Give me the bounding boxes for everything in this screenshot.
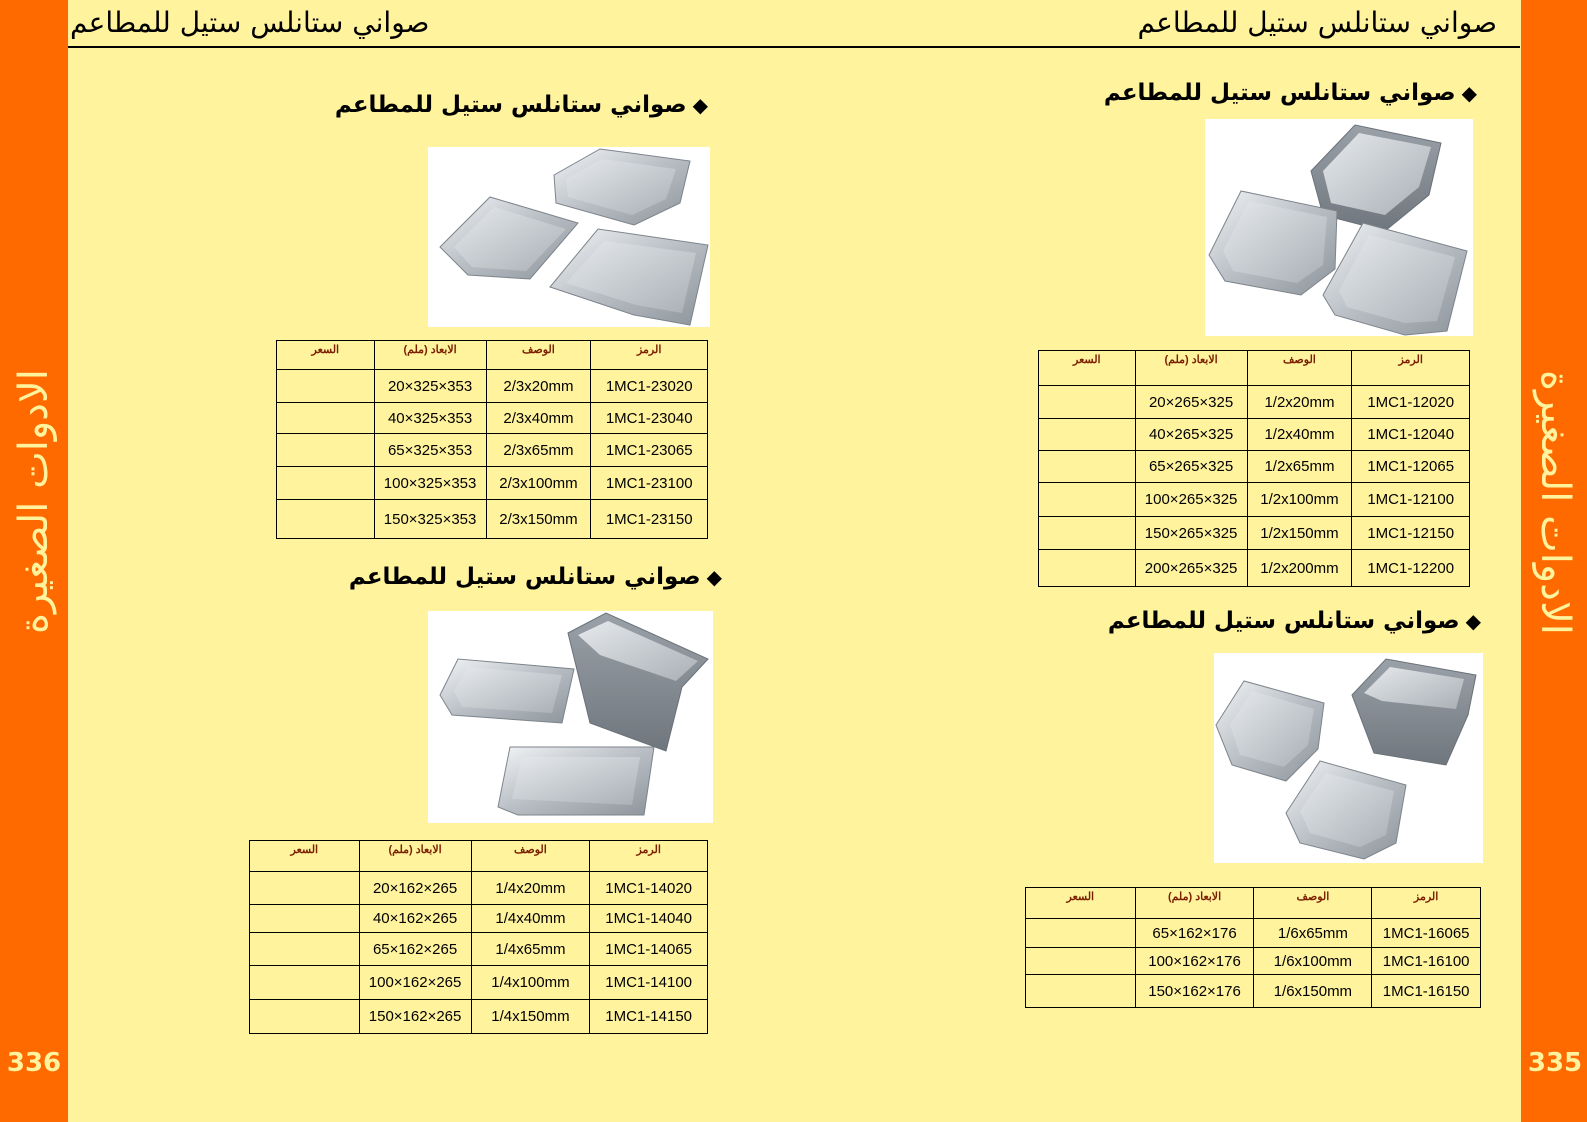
col-header-price: السعر (1026, 888, 1136, 919)
dimensions-cell: 65×265×325 (1135, 451, 1247, 483)
product-photo-2-3-pans (428, 147, 710, 327)
col-header-dimensions: الابعاد (ملم) (1135, 888, 1254, 919)
price-cell (1039, 386, 1136, 419)
left-page-header: صواني ستانلس ستيل للمطاعم (70, 6, 430, 39)
code-cell: 1MC1-23020 (591, 370, 708, 403)
table-row (250, 905, 708, 933)
col-header-code: الرمز (1352, 351, 1470, 386)
table-row (1039, 419, 1470, 451)
dimensions-cell: 100×162×176 (1135, 948, 1254, 975)
code-cell: 1MC1-14065 (590, 933, 708, 966)
price-cell (1026, 975, 1136, 1008)
code-cell: 1MC1-23040 (591, 403, 708, 434)
code-cell: 1MC1-12040 (1352, 419, 1470, 451)
price-cell (250, 933, 360, 966)
description-cell: 2/3x100mm (486, 467, 591, 500)
col-header-dimensions: الابعاد (ملم) (1135, 351, 1247, 386)
section-title-text: صواني ستانلس ستيل للمطاعم (348, 564, 701, 590)
price-cell (277, 467, 375, 500)
left-side-band (0, 0, 68, 1122)
left-side-label: الادوات الصغيرة (11, 369, 57, 635)
code-cell: 1MC1-12065 (1352, 451, 1470, 483)
code-cell: 1MC1-14020 (590, 872, 708, 905)
code-cell: 1MC1-14100 (590, 966, 708, 1000)
right-side-band (1521, 0, 1587, 1122)
code-cell: 1MC1-12200 (1352, 550, 1470, 587)
col-header-description: الوصف (1254, 888, 1372, 919)
col-header-description: الوصف (471, 841, 590, 872)
price-cell (1026, 948, 1136, 975)
description-cell: 1/4x40mm (471, 905, 590, 933)
code-cell: 1MC1-23150 (591, 500, 708, 539)
code-cell: 1MC1-16100 (1372, 948, 1481, 975)
right-page-number: 335 (1527, 1048, 1583, 1078)
price-cell (250, 872, 360, 905)
spec-table-1-2 (1038, 350, 1470, 587)
description-cell: 2/3x65mm (486, 434, 591, 467)
dimensions-cell: 20×162×265 (359, 872, 471, 905)
table-row (277, 434, 708, 467)
table-row (277, 467, 708, 500)
price-cell (1039, 517, 1136, 550)
col-header-price: السعر (1039, 351, 1136, 386)
description-cell: 1/2x100mm (1247, 483, 1352, 517)
description-cell: 1/2x200mm (1247, 550, 1352, 587)
spec-table-2-3 (276, 340, 708, 539)
description-cell: 2/3x40mm (486, 403, 591, 434)
diamond-bullet-icon: ◆ (1461, 81, 1477, 105)
table-row (1039, 550, 1470, 587)
dimensions-cell: 200×265×325 (1135, 550, 1247, 587)
table-row (1039, 451, 1470, 483)
dimensions-cell: 150×265×325 (1135, 517, 1247, 550)
right-page-header: صواني ستانلس ستيل للمطاعم (1137, 6, 1497, 39)
table-row (277, 403, 708, 434)
table-row (250, 872, 708, 905)
col-header-description: الوصف (486, 341, 591, 370)
left-page-number: 336 (6, 1048, 62, 1078)
table-row (277, 500, 708, 539)
description-cell: 1/2x20mm (1247, 386, 1352, 419)
diamond-bullet-icon: ◆ (706, 565, 722, 589)
dimensions-cell: 100×265×325 (1135, 483, 1247, 517)
price-cell (1039, 419, 1136, 451)
dimensions-cell: 20×325×353 (374, 370, 486, 403)
dimensions-cell: 20×265×325 (1135, 386, 1247, 419)
code-cell: 1MC1-16065 (1372, 919, 1481, 948)
description-cell: 1/4x100mm (471, 966, 590, 1000)
section-title-1-6 (1108, 608, 1481, 634)
description-cell: 1/2x150mm (1247, 517, 1352, 550)
price-cell (1039, 483, 1136, 517)
spec-table-1-6 (1025, 887, 1481, 1008)
table-row (1026, 948, 1481, 975)
dimensions-cell: 100×325×353 (374, 467, 486, 500)
price-cell (277, 500, 375, 539)
description-cell: 2/3x20mm (486, 370, 591, 403)
code-cell: 1MC1-16150 (1372, 975, 1481, 1008)
code-cell: 1MC1-14040 (590, 905, 708, 933)
table-row (250, 933, 708, 966)
table-row (1039, 517, 1470, 550)
col-header-dimensions: الابعاد (ملم) (359, 841, 471, 872)
code-cell: 1MC1-23100 (591, 467, 708, 500)
price-cell (250, 905, 360, 933)
table-row (250, 1000, 708, 1034)
price-cell (1039, 550, 1136, 587)
dimensions-cell: 65×162×265 (359, 933, 471, 966)
dimensions-cell: 40×162×265 (359, 905, 471, 933)
section-title-text: صواني ستانلس ستيل للمطاعم (334, 92, 687, 118)
description-cell: 1/6x65mm (1254, 919, 1372, 948)
code-cell: 1MC1-14150 (590, 1000, 708, 1034)
table-row (250, 966, 708, 1000)
code-cell: 1MC1-12100 (1352, 483, 1470, 517)
table-row (1039, 386, 1470, 419)
price-cell (1026, 919, 1136, 948)
table-row (1039, 483, 1470, 517)
right-side-label: الادوات الصغيرة (1532, 369, 1578, 635)
description-cell: 1/4x65mm (471, 933, 590, 966)
product-photo-1-2-pans (1205, 119, 1473, 336)
description-cell: 1/2x65mm (1247, 451, 1352, 483)
description-cell: 2/3x150mm (486, 500, 591, 539)
dimensions-cell: 65×162×176 (1135, 919, 1254, 948)
section-title-text: صواني ستانلس ستيل للمطاعم (1103, 80, 1456, 106)
diamond-bullet-icon: ◆ (692, 93, 708, 117)
price-cell (277, 403, 375, 434)
price-cell (277, 370, 375, 403)
description-cell: 1/6x150mm (1254, 975, 1372, 1008)
description-cell: 1/4x20mm (471, 872, 590, 905)
description-cell: 1/6x100mm (1254, 948, 1372, 975)
header-divider (68, 46, 1520, 48)
price-cell (250, 966, 360, 1000)
code-cell: 1MC1-12150 (1352, 517, 1470, 550)
price-cell (250, 1000, 360, 1034)
table-row (277, 370, 708, 403)
section-title-1-4 (349, 564, 722, 590)
description-cell: 1/4x150mm (471, 1000, 590, 1034)
description-cell: 1/2x40mm (1247, 419, 1352, 451)
dimensions-cell: 150×325×353 (374, 500, 486, 539)
dimensions-cell: 40×325×353 (374, 403, 486, 434)
col-header-code: الرمز (591, 341, 708, 370)
dimensions-cell: 40×265×325 (1135, 419, 1247, 451)
code-cell: 1MC1-12020 (1352, 386, 1470, 419)
table-row (1026, 975, 1481, 1008)
col-header-code: الرمز (1372, 888, 1481, 919)
price-cell (277, 434, 375, 467)
dimensions-cell: 150×162×176 (1135, 975, 1254, 1008)
dimensions-cell: 150×162×265 (359, 1000, 471, 1034)
dimensions-cell: 65×325×353 (374, 434, 486, 467)
diamond-bullet-icon: ◆ (1465, 609, 1481, 633)
table-row (1026, 919, 1481, 948)
col-header-description: الوصف (1247, 351, 1352, 386)
product-photo-1-4-pans (428, 611, 713, 823)
section-title-2-3 (335, 92, 708, 118)
dimensions-cell: 100×162×265 (359, 966, 471, 1000)
section-title-1-2 (1104, 80, 1477, 106)
code-cell: 1MC1-23065 (591, 434, 708, 467)
section-title-text: صواني ستانلس ستيل للمطاعم (1107, 608, 1460, 634)
col-header-dimensions: الابعاد (ملم) (374, 341, 486, 370)
product-photo-1-6-pans (1214, 653, 1483, 863)
col-header-price: السعر (277, 341, 375, 370)
spec-table-1-4 (249, 840, 708, 1034)
price-cell (1039, 451, 1136, 483)
col-header-price: السعر (250, 841, 360, 872)
col-header-code: الرمز (590, 841, 708, 872)
